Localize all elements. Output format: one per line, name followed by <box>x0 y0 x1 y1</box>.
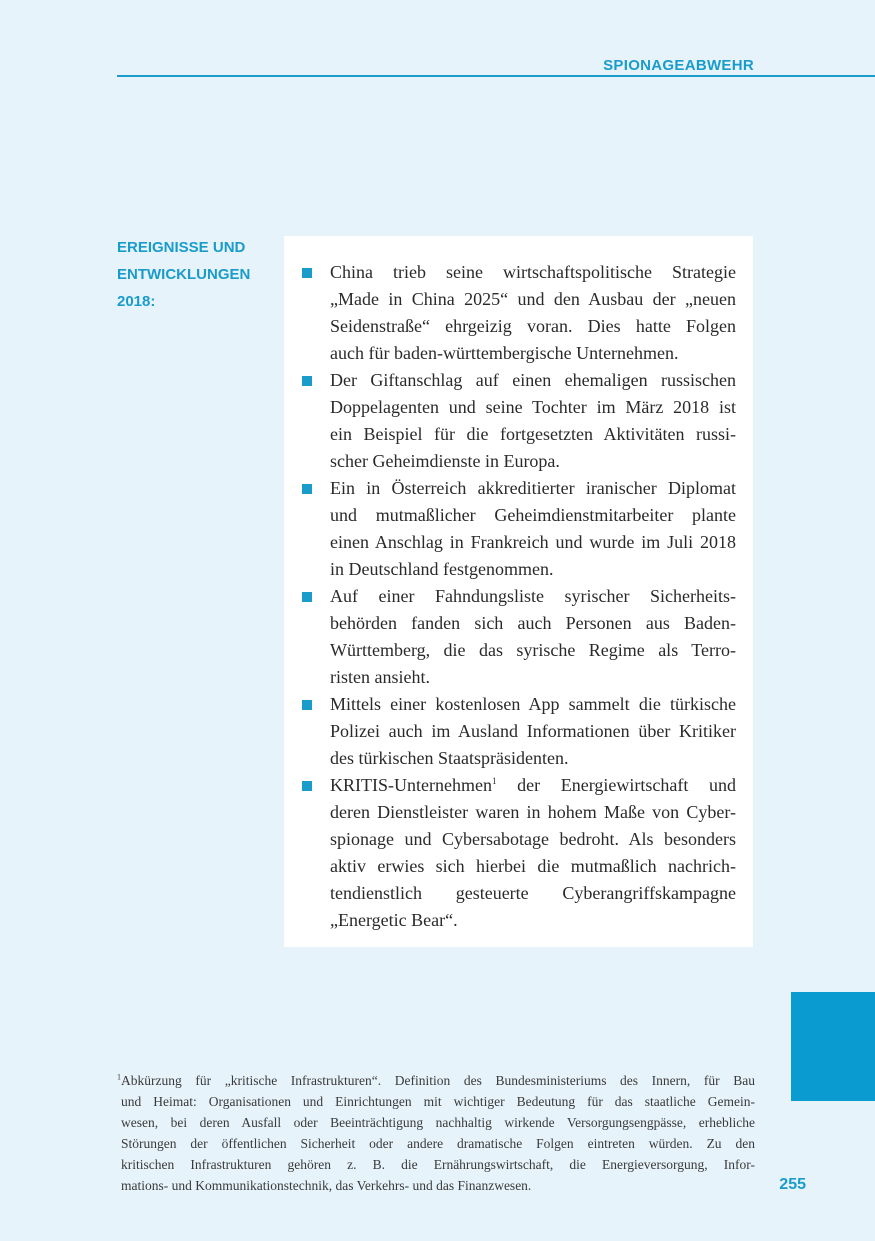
text-line: deren Dienstleister waren in hohem Maße von Cyber- <box>330 802 736 822</box>
events-list <box>300 259 736 934</box>
text-line: in Deutschland festgenommen. <box>330 559 554 579</box>
running-header-title: SPIONAGEABWEHR <box>603 57 754 74</box>
footnote-line <box>117 1070 755 1091</box>
text-line: ein Beispiel für die fortgesetzten Aktivitäten russi- <box>330 424 736 444</box>
text-line: auch für baden-württembergische Unternehmen. <box>330 343 679 363</box>
list-item <box>300 583 736 691</box>
text-fragment: der Energiewirtschaft und <box>496 775 736 795</box>
text-line: Der Giftanschlag auf einen ehemaligen russischen <box>330 370 736 390</box>
footnote-reference[interactable]: 1 <box>491 776 497 786</box>
text-line: aktiv erwies sich hierbei die mutmaßlich nachrich- <box>330 856 736 876</box>
section-label <box>117 234 277 315</box>
footnote-line: kritischen Infrastrukturen gehören z. B. die Ernährungswirtschaft, die Energieversorgung, Infor- <box>121 1157 755 1172</box>
footnote-marker: 1 <box>117 1072 121 1082</box>
square-bullet-icon <box>302 484 312 494</box>
footnote-text: Abkürzung für „kritische Infrastrukturen“. Definition des Bundesministeriums des Innern, für Bau <box>121 1073 755 1088</box>
header-rule <box>117 75 875 77</box>
footnote-line: und Heimat: Organisationen und Einrichtungen mit wichtiger Bedeutung für das staatliche Gemein- <box>121 1094 755 1109</box>
text-line: behörden fanden sich auch Personen aus Baden- <box>330 613 736 633</box>
text-line: China trieb seine wirtschaftspolitische Strategie <box>330 262 736 282</box>
square-bullet-icon <box>302 700 312 710</box>
text-line: Württemberg, die das syrische Regime als Terro- <box>330 640 736 660</box>
text-line: Seidenstraße“ ehrgeizig voran. Dies hatte Folgen <box>330 316 736 336</box>
square-bullet-icon <box>302 268 312 278</box>
list-item <box>300 691 736 772</box>
section-label-line: ENTWICKLUNGEN <box>117 266 251 283</box>
square-bullet-icon <box>302 592 312 602</box>
text-line: Mittels einer kostenlosen App sammelt die türkische <box>330 694 736 714</box>
footnote <box>117 1070 755 1196</box>
text-line: des türkischen Staatspräsidenten. <box>330 748 569 768</box>
list-item <box>300 475 736 583</box>
text-line: Doppelagenten und seine Tochter im März 2018 ist <box>330 397 736 417</box>
text-line: Auf einer Fahndungsliste syrischer Sicherheits- <box>330 586 736 606</box>
text-line: einen Anschlag in Frankreich und wurde im Juli 2018 <box>330 532 736 552</box>
text-line: „Made in China 2025“ und den Ausbau der „neuen <box>330 289 736 309</box>
footnote-line: Störungen der öffentlichen Sicherheit oder andere dramatische Folgen eintreten würden. Zu den <box>121 1136 755 1151</box>
text-line: Polizei auch im Ausland Informationen über Kritiker <box>330 721 736 741</box>
list-item <box>300 367 736 475</box>
text-line: scher Geheimdienste in Europa. <box>330 451 560 471</box>
text-line: „Energetic Bear“. <box>330 910 458 930</box>
footnote-line: mations- und Kommunikationstechnik, das Verkehrs- und das Finanzwesen. <box>121 1178 532 1193</box>
list-item <box>300 259 736 367</box>
footnote-line: wesen, bei deren Ausfall oder Beeinträchtigung nachhaltig wirkende Versorgungsengpässe, erhebliche <box>121 1115 755 1130</box>
page-number: 255 <box>779 1176 806 1193</box>
square-bullet-icon <box>302 781 312 791</box>
text-line <box>330 772 736 799</box>
text-line: tendienstlich gesteuerte Cyberangriffskampagne <box>330 883 736 903</box>
text-line: und mutmaßlicher Geheimdienstmitarbeiter plante <box>330 505 736 525</box>
list-item <box>300 772 736 934</box>
text-line: spionage und Cybersabotage bedroht. Als besonders <box>330 829 736 849</box>
chapter-tab <box>791 992 875 1101</box>
text-line: Ein in Österreich akkreditierter iranischer Diplomat <box>330 478 736 498</box>
kritis-term: KRITIS-Unternehmen <box>330 775 492 795</box>
section-label-line: EREIGNISSE UND <box>117 239 246 256</box>
text-line: risten ansieht. <box>330 667 430 687</box>
events-box <box>284 236 753 947</box>
section-label-line: 2018: <box>117 293 156 310</box>
square-bullet-icon <box>302 376 312 386</box>
